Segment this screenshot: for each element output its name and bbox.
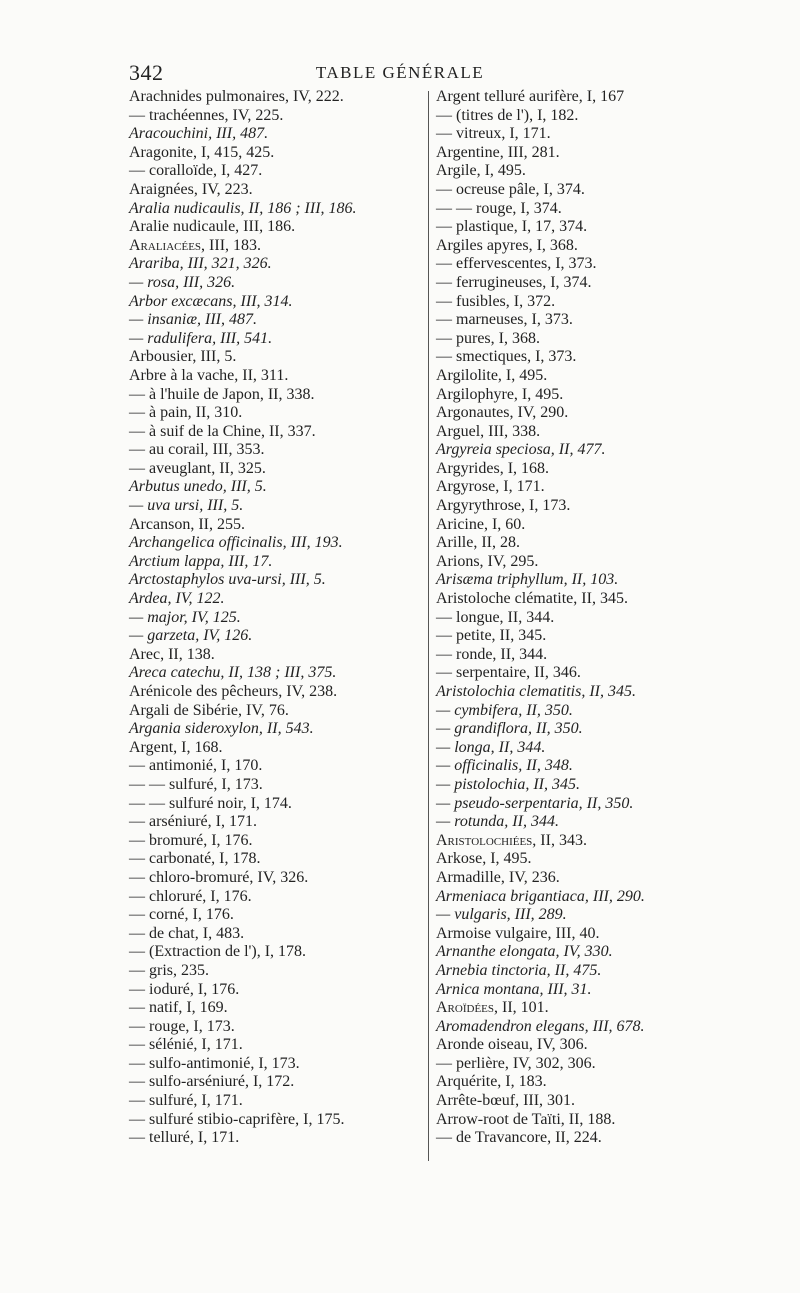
index-entry: — vitreux, I, 171. [436,125,551,143]
index-entry: — effervescentes, I, 373. [436,255,597,273]
index-entry: — antimonié, I, 170. [129,757,263,775]
index-entry: Araliacées, III, 183. [129,236,262,254]
index-entry: — perlière, IV, 302, 306. [436,1054,596,1072]
index-entry: Arrête-bœuf, III, 301. [436,1092,576,1110]
index-entry: — chloro-bromuré, IV, 326. [129,868,309,886]
index-entry: Aristolochia clematitis, II, 345. [436,683,636,700]
index-entry: Argyrose, I, 171. [436,478,545,496]
index-entry: — grandiflora, II, 350. [436,720,583,738]
index-entry: Ardea, IV, 122. [129,590,225,608]
index-entry: Argania sideroxylon, II, 543. [129,720,314,738]
index-entry: — — sulfuré noir, I, 174. [129,794,292,812]
index-entry: Argentine, III, 281. [436,143,560,161]
index-entry: — pseudo-serpentaria, II, 350. [436,794,634,812]
index-entry: — coralloïde, I, 427. [129,162,263,180]
index-entry: — uva ursi, III, 5. [129,497,244,515]
index-entry: — à pain, II, 310. [129,404,243,422]
index-entry: — (titres de l'), I, 182. [436,106,579,124]
index-entry: — sélénié, I, 171. [129,1036,243,1054]
index-entry: — sulfuré, I, 171. [129,1092,243,1110]
index-entry: Arnanthe elongata, IV, 330. [436,943,613,961]
index-entry: — ferrugineuses, I, 374. [436,273,592,291]
index-entry: Aristoloche clématite, II, 345. [436,590,628,608]
index-entry: Arec, II, 138. [129,645,215,663]
running-title: TABLE GÉNÉRALE [315,63,485,82]
index-entry: — marneuses, I, 373. [436,311,573,329]
index-entry: Argiles apyres, I, 368. [436,236,578,254]
index-entry: Aroïdées, II, 101. [436,999,549,1017]
index-entry: — petite, II, 345. [436,627,547,645]
index-entry: — sulfuré stibio-caprifère, I, 175. [129,1110,345,1128]
index-entry: — garzeta, IV, 126. [129,627,253,645]
index-entry: — de chat, I, 483. [129,924,245,942]
index-entry: Aracouchini, III, 487. [129,125,269,143]
index-entry: — ocreuse pâle, I, 374. [436,180,585,198]
index-entry: — bromuré, I, 176. [129,831,253,849]
index-entry: — au corail, III, 353. [129,441,265,459]
index-entry: Aralia nudicaulis, II, 186 ; III, 186. [129,199,357,217]
index-entry: Arctium lappa, III, 17. [129,552,273,570]
index-entry: Arille, II, 28. [436,534,520,552]
index-entry: — — sulfuré, I, 173. [129,775,263,793]
index-entry: — insaniæ, III, 487. [129,311,257,329]
index-entry: — plastique, I, 17, 374. [436,218,588,236]
index-entry: Aristolochiées, II, 343. [436,831,587,849]
page-number: 342 [129,60,164,85]
index-entry: — rouge, I, 173. [129,1017,235,1035]
index-entry: Aricine, I, 60. [436,515,526,533]
index-entry: — de Travancore, II, 224. [436,1129,602,1147]
index-entry: — longa, II, 344. [436,738,546,756]
index-entry: — rosa, III, 326. [129,273,236,291]
index-entry: Arguel, III, 338. [436,422,541,440]
index-entry: Argali de Sibérie, IV, 76. [129,701,289,719]
index-entry: — major, IV, 125. [129,608,241,626]
index-entry: Argent, I, 168. [129,738,223,756]
index-entry: Arkose, I, 495. [436,850,532,868]
index-entry: Arbousier, III, 5. [129,348,237,366]
index-entry: — longue, II, 344. [436,608,555,626]
index-entry: Argilolite, I, 495. [436,366,548,384]
index-entry: Armoise vulgaire, III, 40. [436,924,600,942]
index-entry: — natif, I, 169. [129,999,228,1017]
index-entry: Arbre à la vache, II, 311. [129,366,289,384]
index-entry: — aveuglant, II, 325. [129,459,266,477]
index-entry: Areca catechu, II, 138 ; III, 375. [129,664,337,682]
index-entry: Arnica montana, III, 31. [436,980,592,998]
index-entry: — sulfo-antimonié, I, 173. [129,1054,300,1072]
index-entry: Argilophyre, I, 495. [436,385,564,403]
index-entry: Argyrythrose, I, 173. [436,497,571,515]
index-entry: — rotunda, II, 344. [436,813,559,831]
index-entry: Arénicole des pêcheurs, IV, 238. [129,683,338,700]
index-entry: Arnebia tinctoria, II, 475. [436,961,602,979]
index-entry: Aronde oiseau, IV, 306. [436,1036,588,1054]
index-entry: — gris, 235. [129,961,209,979]
index-entry: — corné, I, 176. [129,906,234,924]
index-entry: Archangelica officinalis, III, 193. [129,534,343,552]
index-column-right [436,88,736,1148]
index-entry: — (Extraction de l'), I, 178. [129,943,307,961]
index-entry: Aragonite, I, 415, 425. [129,143,275,161]
index-entry: — — rouge, I, 374. [436,199,562,217]
index-entry: — telluré, I, 171. [129,1129,240,1147]
index-entry: — smectiques, I, 373. [436,348,577,366]
index-entry: — chloruré, I, 176. [129,887,252,905]
index-entry: — fusibles, I, 372. [436,292,556,310]
index-entry: Armadille, IV, 236. [436,868,560,886]
index-entry: Argyrides, I, 168. [436,459,550,477]
column-divider [428,91,429,1161]
index-entry: — trachéennes, IV, 225. [129,106,284,124]
index-entry: Aralie nudicaule, III, 186. [129,218,296,236]
index-entry: Aromadendron elegans, III, 678. [436,1017,645,1035]
index-entry: Arisæma triphyllum, II, 103. [436,571,619,589]
index-column-left [129,88,419,1148]
index-entry: — cymbifera, II, 350. [436,701,573,719]
index-entry: Arcanson, II, 255. [129,515,245,533]
index-entry: — arséniuré, I, 171. [129,813,257,831]
index-entry: Arquérite, I, 183. [436,1073,547,1091]
index-entry: — pures, I, 368. [436,329,540,347]
index-entry: Arbor excæcans, III, 314. [129,292,293,310]
index-entry: — radulifera, III, 541. [129,329,273,347]
index-entry: — pistolochia, II, 345. [436,775,580,793]
index-entry: Argyreia speciosa, II, 477. [436,441,606,459]
index-entry: — serpentaire, II, 346. [436,664,581,682]
index-entry: Armeniaca brigantiaca, III, 290. [436,887,645,905]
index-entry: — à suif de la Chine, II, 337. [129,422,316,440]
index-entry: Arariba, III, 321, 326. [129,255,272,273]
index-entry: — carbonaté, I, 178. [129,850,261,868]
index-entry: Arctostaphylos uva-ursi, III, 5. [129,571,326,589]
index-entry: — à l'huile de Japon, II, 338. [129,385,315,403]
index-entry: Araignées, IV, 223. [129,180,253,198]
index-entry: — officinalis, II, 348. [436,757,573,775]
index-entry: — ronde, II, 344. [436,645,548,663]
index-entry: Arrow-root de Taïti, II, 188. [436,1110,616,1128]
index-entry: Arions, IV, 295. [436,552,539,570]
index-entry: Arachnides pulmonaires, IV, 222. [129,88,344,105]
index-entry: Arbutus unedo, III, 5. [129,478,267,496]
index-entry: — ioduré, I, 176. [129,980,240,998]
index-entry: — vulgaris, III, 289. [436,906,567,924]
index-entry: Argent telluré aurifère, I, 167 [436,88,625,105]
index-entry: — sulfo-arséniuré, I, 172. [129,1073,295,1091]
index-entry: Argile, I, 495. [436,162,526,180]
index-entry: Argonautes, IV, 290. [436,404,569,422]
